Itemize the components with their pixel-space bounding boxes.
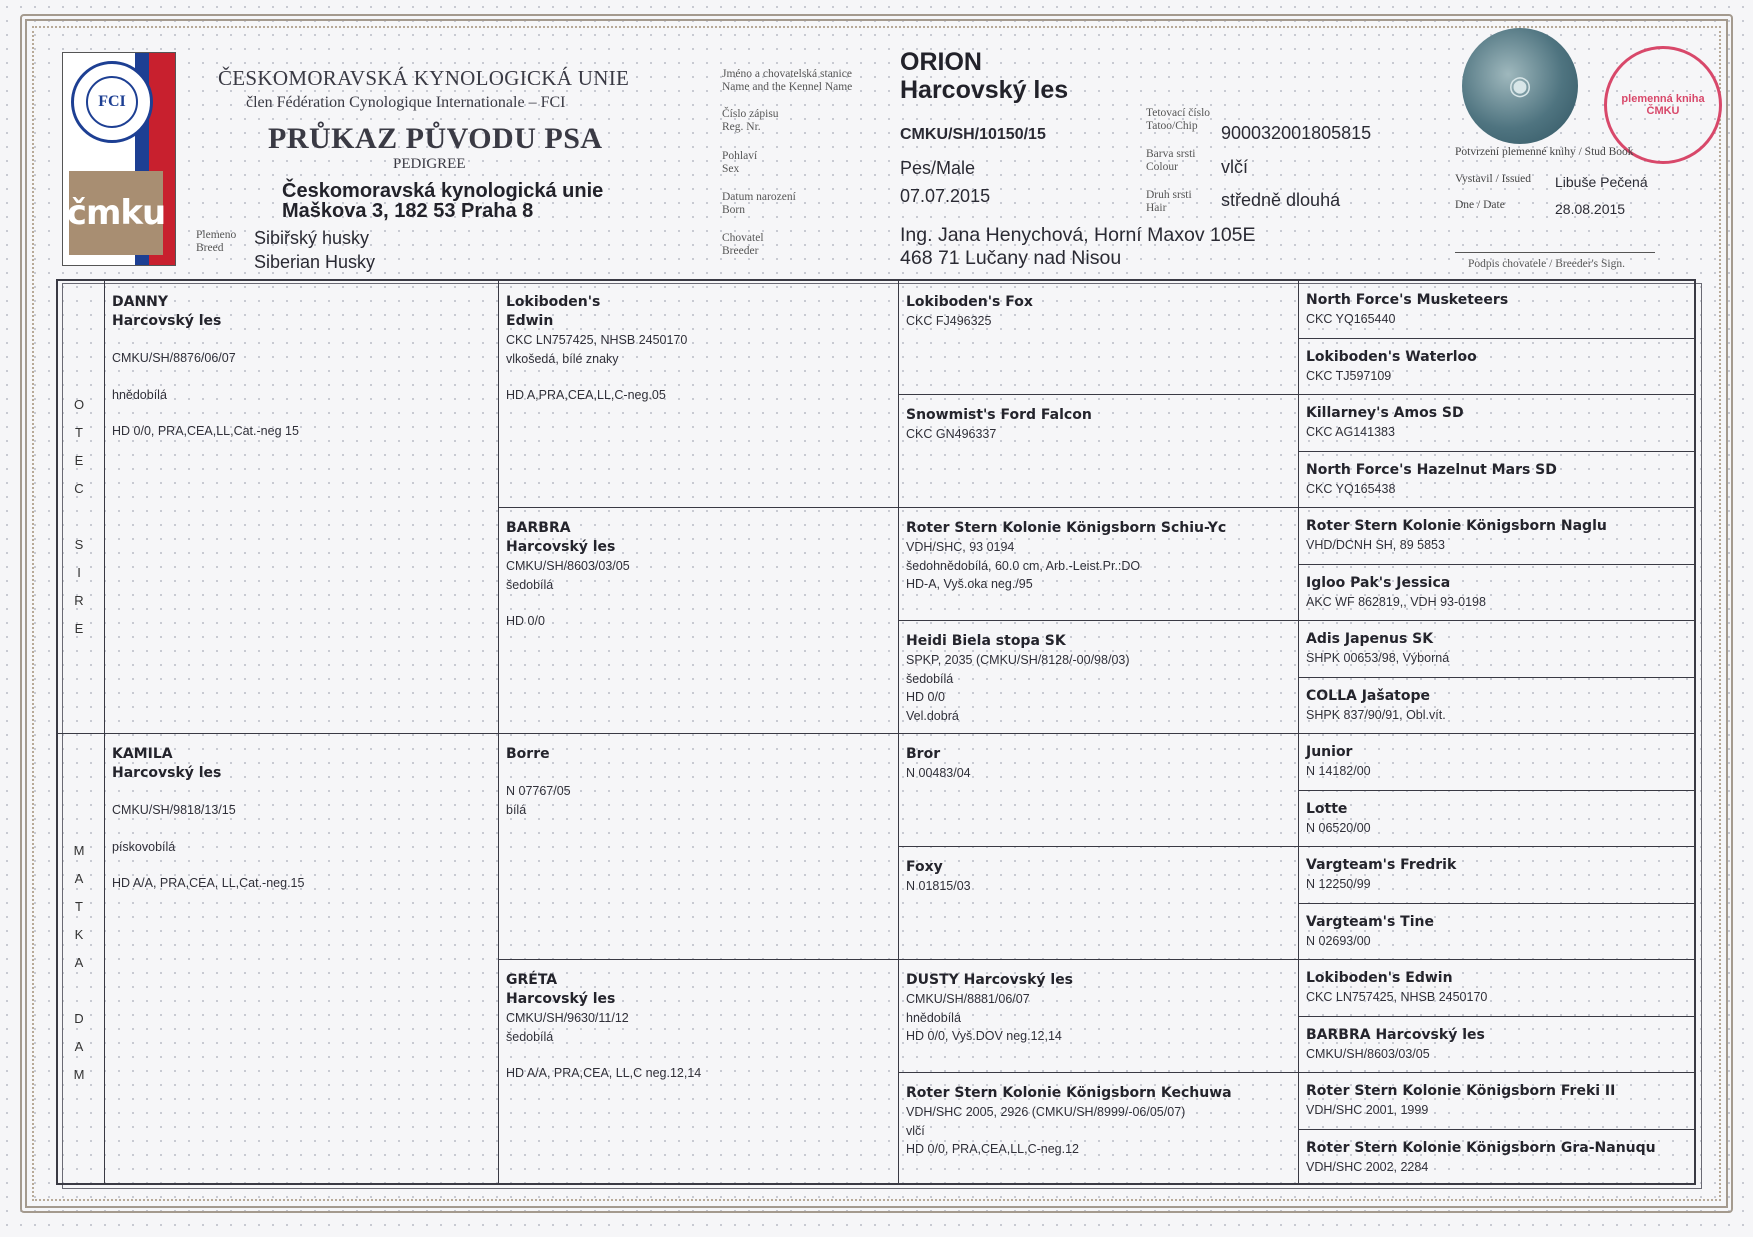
side-letter: A <box>74 955 84 970</box>
ancestor-info: CMKU/SH/8876/06/07 <box>112 351 236 365</box>
fci-membership: člen Fédération Cynologique Internationale – FCI <box>246 94 566 111</box>
ancestor-info: pískovobílá <box>112 839 176 854</box>
ancestor-name: Lotte <box>1306 801 1348 817</box>
ancestor-info: VDH/SHC 2002, 2284 <box>1306 1160 1429 1174</box>
ancestor-name: Vargteam's Tine <box>1306 914 1434 930</box>
ancestor-name: COLLA Jašatope <box>1306 688 1430 704</box>
ancestor-cell-g4 <box>1306 1026 1690 1064</box>
sire-side-label <box>72 391 86 643</box>
row-divider <box>1298 338 1696 339</box>
ancestor-cell-g4 <box>1306 630 1690 668</box>
ancestor-name: Harcovský les <box>112 313 222 329</box>
ancestor-name: BARBRA Harcovský les <box>1306 1027 1485 1043</box>
ancestor-name: Roter Stern Kolonie Königsborn Kechuwa <box>906 1085 1232 1101</box>
row-divider <box>898 846 1298 847</box>
ancestor-info: šedobílá <box>906 671 954 686</box>
ancestor-info: VDH/SHC, 93 0194 <box>906 540 1015 554</box>
dog-name-line-2: Harcovský les <box>900 76 1069 104</box>
ancestor-cell-g3 <box>906 745 1292 783</box>
regnr-label: Číslo zápisu Reg. Nr. <box>722 108 779 133</box>
row-divider <box>898 733 1298 734</box>
ancestor-name: Roter Stern Kolonie Königsborn Schiu-Yc <box>906 520 1227 536</box>
spacer <box>112 331 492 349</box>
ancestor-info: CKC YQ165440 <box>1306 312 1396 326</box>
ancestor-info: CMKU/SH/8881/06/07 <box>906 992 1030 1006</box>
side-letter: E <box>74 621 84 636</box>
ancestor-cell-g4 <box>1306 800 1690 838</box>
ancestor-info: CKC TJ597109 <box>1306 369 1392 383</box>
spacer <box>506 368 892 386</box>
side-letter: A <box>74 871 84 886</box>
ancestor-cell-g3 <box>906 293 1292 331</box>
breeder-label: Chovatel Breeder <box>722 232 764 257</box>
ancestor-cell-g3 <box>906 406 1292 444</box>
ancestor-name: Lokiboden's Edwin <box>1306 970 1453 986</box>
ancestor-info: VHD/DCNH SH, 89 5853 <box>1306 538 1445 552</box>
ancestor-name: GRÉTA <box>506 972 558 988</box>
ancestor-info: CKC GN496337 <box>906 427 997 441</box>
ancestor-name: DANNY <box>112 294 169 310</box>
row-divider <box>1298 1072 1696 1073</box>
dam-side-label <box>72 837 86 1089</box>
side-letter: M <box>73 843 85 858</box>
ancestor-cell-g4 <box>1306 517 1690 555</box>
row-divider <box>1298 394 1696 395</box>
hair-label: Druh srsti Hair <box>1146 189 1192 214</box>
ancestor-info: CMKU/SH/8603/03/05 <box>506 559 630 573</box>
ancestor-cell-g3 <box>906 971 1292 1046</box>
ancestor-info: CMKU/SH/8603/03/05 <box>1306 1047 1430 1061</box>
colour-label: Barva srsti Colour <box>1146 148 1196 173</box>
ancestor-info: šedohnědobílá, 60.0 cm, Arb.-Leist.Pr.:DO <box>906 558 1141 573</box>
ancestor-info: CMKU/SH/9818/13/15 <box>112 803 236 817</box>
signature-line <box>1455 252 1655 253</box>
ancestor-info: VDH/SHC 2005, 2926 (CMKU/SH/8999/-06/05/07) <box>906 1105 1186 1119</box>
ancestor-info: HD 0/0, PRA,CEA,LL,C-neg.12 <box>906 1142 1079 1156</box>
ancestor-info: CMKU/SH/9630/11/12 <box>506 1011 629 1025</box>
side-letter: A <box>74 1039 84 1054</box>
column-divider <box>898 281 899 1183</box>
fci-emblem <box>71 61 153 143</box>
ancestor-info: HD 0/0, PRA,CEA,LL,Cat.-neg 15 <box>112 424 299 438</box>
document-subtitle: PEDIGREE <box>393 156 466 172</box>
row-divider <box>1298 677 1696 678</box>
row-divider <box>498 959 898 960</box>
ancestor-name: Killarney's Amos SD <box>1306 405 1464 421</box>
ancestor-cell-g3 <box>906 519 1292 594</box>
row-divider <box>898 507 1298 508</box>
ancestor-cell-g4 <box>1306 1082 1690 1120</box>
breeder-line-2: 468 71 Lučany nad Nisou <box>900 247 1122 269</box>
row-divider <box>498 733 898 734</box>
ancestor-info: HD 0/0 <box>506 614 545 628</box>
ancestor-name: Foxy <box>906 859 943 875</box>
ancestor-name: Roter Stern Kolonie Königsborn Freki II <box>1306 1083 1616 1099</box>
sex-label: Pohlaví Sex <box>722 150 758 175</box>
side-letter: O <box>73 397 85 412</box>
ancestor-cell-g2 <box>506 745 892 819</box>
ancestor-name: Harcovský les <box>112 765 222 781</box>
ancestor-info: N 01815/03 <box>906 879 971 893</box>
ancestor-cell-g4 <box>1306 461 1690 499</box>
ancestor-name: Vargteam's Fredrik <box>1306 857 1457 873</box>
hair-value: středně dlouhá <box>1221 190 1341 210</box>
row-divider <box>1298 733 1696 734</box>
row-divider <box>898 959 1298 960</box>
ancestor-name: North Force's Hazelnut Mars SD <box>1306 462 1557 478</box>
ancestor-cell-g3 <box>906 1084 1292 1159</box>
ancestor-name: Adis Japenus SK <box>1306 631 1434 647</box>
ancestor-cell-g4 <box>1306 743 1690 781</box>
ancestor-cell-g1 <box>112 745 492 893</box>
issued-label: Vystavil / Issued <box>1455 173 1532 185</box>
ancestor-name: Borre <box>506 746 550 762</box>
ancestor-name: KAMILA <box>112 746 173 762</box>
ancestor-cell-g4 <box>1306 574 1690 612</box>
side-letter: R <box>74 593 84 608</box>
fci-emblem-text: FCI <box>86 76 138 128</box>
row-divider <box>1298 903 1696 904</box>
breed-cz: Sibiřský husky <box>254 228 370 248</box>
side-letter: I <box>77 565 81 580</box>
ancestor-name: Lokiboden's Fox <box>906 294 1033 310</box>
ancestor-cell-g3 <box>906 632 1292 725</box>
ancestor-name: Harcovský les <box>506 991 616 1007</box>
cmku-emblem: čmku <box>69 171 163 255</box>
ancestor-info: šedobílá <box>506 577 554 592</box>
row-divider <box>1298 959 1696 960</box>
ancestor-info: SHPK 837/90/91, Obl.vít. <box>1306 708 1446 722</box>
studbook-stamp: plemenná kniha ČMKU <box>1604 46 1722 164</box>
ancestor-info: CKC AG141383 <box>1306 425 1395 439</box>
side-letter: K <box>74 927 84 942</box>
breed-en: Siberian Husky <box>254 252 376 272</box>
address-line-1: Českomoravská kynologická unie <box>282 180 604 202</box>
ancestor-cell-g4 <box>1306 1139 1690 1177</box>
colour-value: vlčí <box>1221 157 1248 177</box>
ancestor-info: hnědobílá <box>906 1010 961 1025</box>
ancestor-info: bílá <box>506 802 527 817</box>
ancestor-cell-g2 <box>506 293 892 405</box>
spacer <box>112 404 492 422</box>
spacer <box>506 764 892 782</box>
date-label: Dne / Date <box>1455 199 1505 211</box>
ancestor-cell-g3 <box>906 858 1292 896</box>
ancestor-cell-g4 <box>1306 291 1690 329</box>
ancestor-info: CKC LN757425, NHSB 2450170 <box>1306 990 1488 1004</box>
spacer <box>506 594 892 612</box>
organization-name: ČESKOMORAVSKÁ KYNOLOGICKÁ UNIE <box>218 66 630 90</box>
breed-label: Plemeno Breed <box>196 229 237 254</box>
dog-name <box>900 48 1068 104</box>
ancestor-info: VDH/SHC 2001, 1999 <box>1306 1103 1429 1117</box>
ancestor-name: BARBRA <box>506 520 571 536</box>
row-divider <box>1298 620 1696 621</box>
signature-caption: Podpis chovatele / Breeder's Sign. <box>1468 258 1625 270</box>
ancestor-info: CKC FJ496325 <box>906 314 992 328</box>
row-divider <box>498 507 898 508</box>
born-label: Datum narození Born <box>722 191 796 216</box>
side-letter: T <box>75 899 83 914</box>
ancestor-info: N 06520/00 <box>1306 821 1371 835</box>
ancestor-cell-g1 <box>112 293 492 441</box>
side-letter: E <box>74 453 84 468</box>
ancestor-name: North Force's Musketeers <box>1306 292 1509 308</box>
ancestor-info: šedobílá <box>506 1029 554 1044</box>
side-letter: D <box>74 1011 84 1026</box>
ancestor-name: Bror <box>906 746 941 762</box>
row-divider <box>1298 564 1696 565</box>
ancestor-name: Junior <box>1306 744 1353 760</box>
date-value: 28.08.2015 <box>1555 201 1626 217</box>
ancestor-cell-g4 <box>1306 913 1690 951</box>
name-label: Jméno a chovatelská stanice Name and the Kennel Name <box>722 68 853 93</box>
ancestor-name: Roter Stern Kolonie Königsborn Gra-Nanuqu <box>1306 1140 1656 1156</box>
spacer <box>112 368 492 386</box>
address-line-2: Maškova 3, 182 53 Praha 8 <box>282 200 534 222</box>
ancestor-info: HD A/A, PRA,CEA, LL,Cat.-neg.15 <box>112 876 305 890</box>
document-title: PRŮKAZ PŮVODU PSA <box>268 122 603 155</box>
ancestor-cell-g4 <box>1306 687 1690 725</box>
breeder-line-1: Ing. Jana Henychová, Horní Maxov 105E <box>900 224 1256 246</box>
ancestor-cell-g4 <box>1306 969 1690 1007</box>
side-letter: S <box>74 537 84 552</box>
studbook-caption: Potvrzení plemenné knihy / Stud Book <box>1455 146 1634 158</box>
ancestor-name: Harcovský les <box>506 539 616 555</box>
ancestor-info: AKC WF 862819,, VDH 93-0198 <box>1306 595 1486 609</box>
ancestor-info: N 00483/04 <box>906 766 971 780</box>
column-divider <box>104 281 105 1183</box>
ancestor-name: Lokiboden's <box>506 294 601 310</box>
row-divider <box>1298 1129 1696 1130</box>
ancestor-info: hnědobílá <box>112 387 167 402</box>
pedigree-table <box>56 279 1696 1185</box>
spacer <box>506 1046 892 1064</box>
row-divider <box>1298 507 1696 508</box>
ancestor-name: Roter Stern Kolonie Königsborn Naglu <box>1306 518 1607 534</box>
regnr-value: CMKU/SH/10150/15 <box>900 126 1046 143</box>
ancestor-name: Snowmist's Ford Falcon <box>906 407 1092 423</box>
row-divider <box>1298 790 1696 791</box>
dog-name-line-1: ORION <box>900 48 982 76</box>
ancestor-info: HD-A, Vyš.oka neg./95 <box>906 577 1033 591</box>
ancestor-info: N 14182/00 <box>1306 764 1371 778</box>
side-letter: C <box>74 481 84 496</box>
organization-address <box>282 181 603 221</box>
hologram-seal: ◉ <box>1462 28 1578 144</box>
ancestor-info: HD A/A, PRA,CEA, LL,C neg.12,14 <box>506 1066 702 1080</box>
row-divider <box>1298 451 1696 452</box>
ancestor-info: HD 0/0 <box>906 690 945 704</box>
side-letter: M <box>73 1067 85 1082</box>
ancestor-info: SPKP, 2035 (CMKU/SH/8128/-00/98/03) <box>906 653 1130 667</box>
ancestor-info: CKC YQ165438 <box>1306 482 1396 496</box>
row-divider <box>1298 1016 1696 1017</box>
spacer <box>112 820 492 838</box>
chip-value: 900032001805815 <box>1221 123 1372 143</box>
ancestor-info: N 07767/05 <box>506 784 571 798</box>
column-divider <box>498 281 499 1183</box>
ancestor-info: N 12250/99 <box>1306 877 1371 891</box>
row-divider <box>1298 846 1696 847</box>
sex-value: Pes/Male <box>900 158 976 178</box>
row-divider <box>898 620 1298 621</box>
issued-value: Libuše Pečená <box>1555 174 1648 190</box>
ancestor-info: N 02693/00 <box>1306 934 1371 948</box>
ancestor-info: HD 0/0, Vyš.DOV neg.12,14 <box>906 1029 1062 1043</box>
ancestor-info: SHPK 00653/98, Výborná <box>1306 651 1450 665</box>
ancestor-info: vlkošedá, bílé znaky <box>506 351 619 366</box>
cmku-fci-logo <box>62 52 176 266</box>
ancestor-cell-g4 <box>1306 348 1690 386</box>
ancestor-info: vlčí <box>906 1123 925 1138</box>
side-letter: T <box>75 425 83 440</box>
spacer <box>112 783 492 801</box>
spacer <box>112 856 492 874</box>
ancestor-name: Lokiboden's Waterloo <box>1306 349 1477 365</box>
column-divider <box>1298 281 1299 1183</box>
ancestor-cell-g2 <box>506 519 892 631</box>
ancestor-cell-g4 <box>1306 404 1690 442</box>
born-value: 07.07.2015 <box>900 186 991 206</box>
ancestor-info: Vel.dobrá <box>906 708 959 723</box>
row-divider <box>898 394 1298 395</box>
ancestor-cell-g4 <box>1306 856 1690 894</box>
ancestor-name: Edwin <box>506 313 554 329</box>
breed-value <box>254 226 375 274</box>
ancestor-info: HD A,PRA,CEA,LL,C-neg.05 <box>506 388 666 402</box>
chip-label: Tetovací číslo Tatoo/Chip <box>1146 107 1211 132</box>
row-divider <box>898 1072 1298 1073</box>
ancestor-name: Igloo Pak's Jessica <box>1306 575 1451 591</box>
breeder-value <box>900 224 1256 270</box>
ancestor-name: DUSTY Harcovský les <box>906 972 1074 988</box>
ancestor-name: Heidi Biela stopa SK <box>906 633 1066 649</box>
ancestor-cell-g2 <box>506 971 892 1083</box>
row-divider <box>58 733 498 734</box>
ancestor-info: CKC LN757425, NHSB 2450170 <box>506 333 688 347</box>
